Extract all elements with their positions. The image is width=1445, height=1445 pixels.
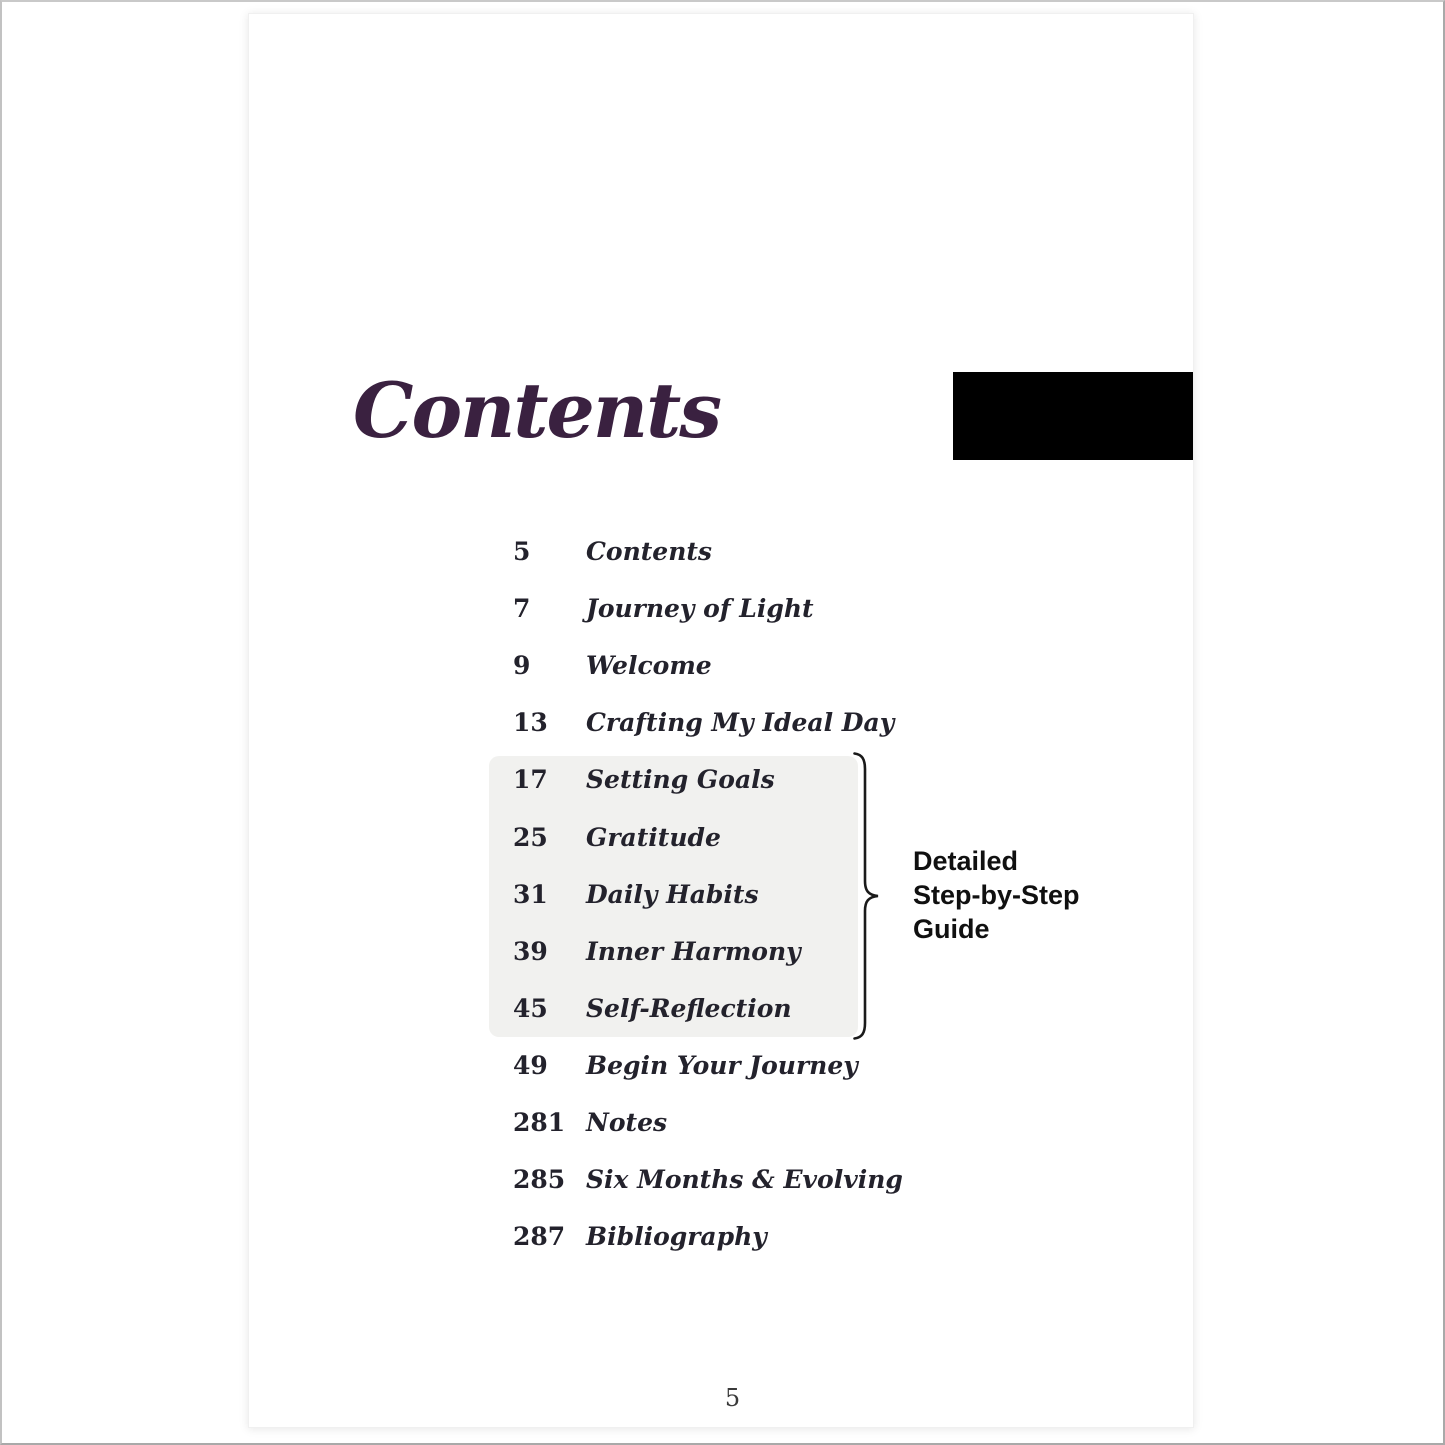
toc-entry-title: Begin Your Journey [586, 1050, 858, 1080]
toc-entry [249, 1094, 1193, 1151]
toc-entry-page-number: 49 [513, 1050, 548, 1080]
page-title: Contents [353, 366, 721, 455]
toc-list [249, 523, 1193, 1265]
toc-entry-page-number: 285 [513, 1165, 566, 1195]
toc-entry-title: Notes [586, 1107, 668, 1137]
toc-entry-title: Crafting My Ideal Day [586, 708, 895, 738]
toc-entry-title: Inner Harmony [586, 936, 801, 966]
toc-entry [249, 751, 1193, 808]
toc-entry-page-number: 13 [513, 708, 548, 738]
toc-entry [249, 923, 1193, 980]
page-number: 5 [724, 1384, 741, 1412]
toc-entry-page-number: 25 [513, 822, 548, 852]
toc-entry [249, 1208, 1193, 1265]
toc-entry [249, 808, 1193, 865]
toc-entry-title: Welcome [586, 651, 712, 681]
toc-entry-page-number: 17 [513, 765, 548, 795]
toc-entry-page-number: 45 [513, 993, 548, 1023]
toc-entry [249, 694, 1193, 751]
toc-entry-title: Six Months & Evolving [586, 1165, 903, 1195]
toc-entry-page-number: 9 [513, 651, 531, 681]
toc-entry-title: Setting Goals [586, 765, 775, 795]
toc-entry [249, 980, 1193, 1037]
toc-entry-title: Self-Reflection [586, 993, 792, 1023]
toc-entry-page-number: 5 [513, 537, 531, 567]
toc-entry [249, 580, 1193, 637]
toc-entry-page-number: 31 [513, 879, 548, 909]
toc-entry [249, 1151, 1193, 1208]
toc-entry [249, 1037, 1193, 1094]
annotation-line: Guide [913, 914, 990, 944]
toc-entry-title: Journey of Light [586, 594, 814, 624]
annotation-line: Step-by-Step [913, 880, 1080, 910]
annotation-line: Detailed [913, 846, 1019, 876]
toc-entry-page-number: 287 [513, 1222, 566, 1252]
toc-entry [249, 866, 1193, 923]
toc-entry-title: Bibliography [586, 1222, 767, 1252]
toc-entry-page-number: 39 [513, 936, 548, 966]
redaction-block [953, 372, 1193, 460]
toc-entry-title: Daily Habits [586, 879, 759, 909]
toc-entry-page-number: 7 [513, 594, 531, 624]
toc-entry-title: Gratitude [586, 822, 721, 852]
book-page [248, 13, 1194, 1428]
toc-entry [249, 523, 1193, 580]
toc-entry-title: Contents [586, 537, 713, 567]
toc-entry-page-number: 281 [513, 1107, 566, 1137]
curly-brace-icon [853, 752, 881, 1040]
toc-entry [249, 637, 1193, 694]
